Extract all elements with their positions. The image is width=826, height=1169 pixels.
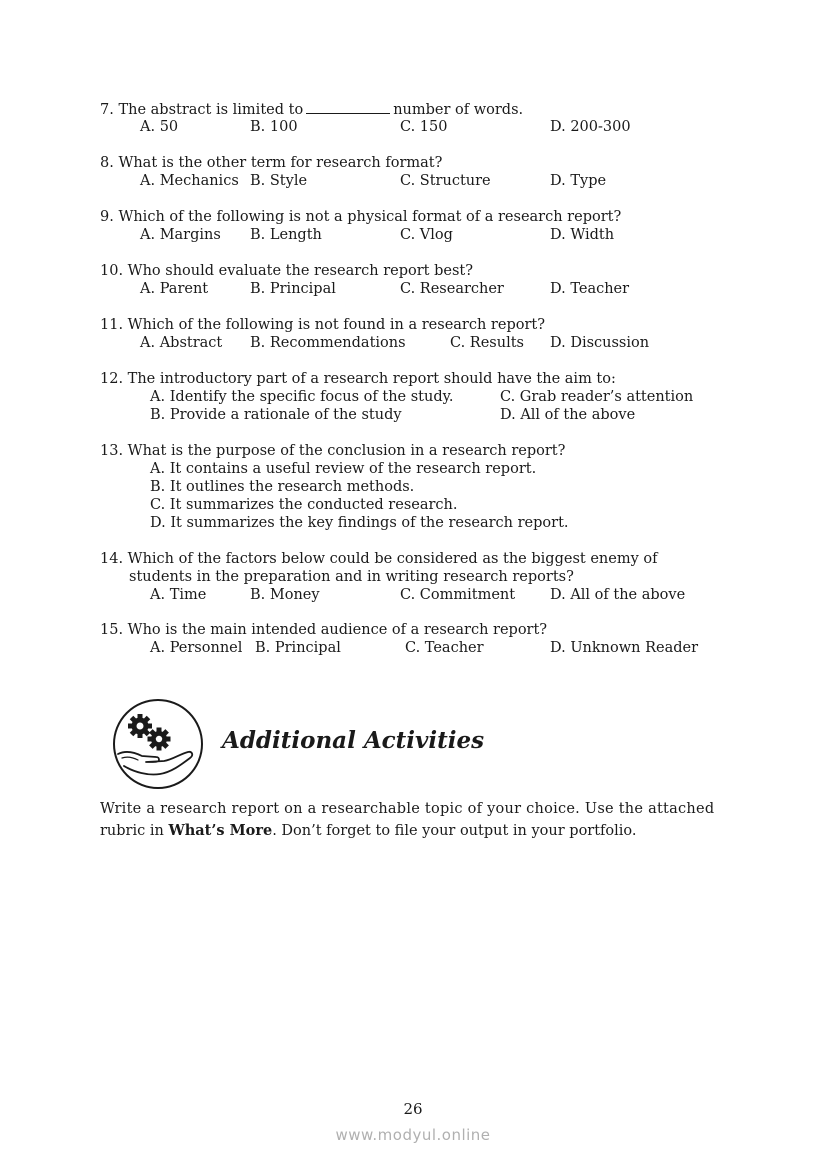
question-9-option-a: A. Margins bbox=[140, 227, 221, 243]
question-13-option-d: D. It summarizes the key findings of the research report. bbox=[150, 515, 569, 531]
gears-on-hand-icon bbox=[112, 698, 204, 790]
question-14-option-a: A. Time bbox=[150, 587, 207, 603]
question-8-option-b: B. Style bbox=[250, 173, 308, 189]
question-10-option-d: D. Teacher bbox=[550, 281, 630, 297]
question-9-option-b: B. Length bbox=[250, 227, 322, 243]
question-15-stem: 15. Who is the main intended audience of a research report? bbox=[100, 622, 548, 638]
question-11-option-b: B. Recommendations bbox=[250, 335, 406, 351]
question-7-stem bbox=[100, 100, 523, 119]
instructions-line-2 bbox=[100, 820, 726, 842]
watermark: www.modyul.online bbox=[335, 1126, 491, 1144]
question-11-option-d: D. Discussion bbox=[550, 335, 650, 351]
question-14-stem-continued: students in the preparation and in writing research reports? bbox=[129, 569, 574, 585]
question-12-option-c: C. Grab reader’s attention bbox=[500, 389, 694, 405]
question-12-option-a: A. Identify the specific focus of the study. bbox=[150, 389, 454, 405]
question-9-stem: 9. Which of the following is not a physical format of a research report? bbox=[100, 209, 622, 225]
instructions-line-2-start: rubric in bbox=[100, 823, 169, 839]
activity-instructions bbox=[100, 799, 726, 842]
question-13-option-b: B. It outlines the research methods. bbox=[150, 479, 415, 495]
question-12-stem: 12. The introductory part of a research report should have the aim to: bbox=[100, 371, 616, 387]
question-8-option-d: D. Type bbox=[550, 173, 607, 189]
question-13-option-c: C. It summarizes the conducted research. bbox=[150, 497, 458, 513]
question-15-option-a: A. Personnel bbox=[150, 640, 243, 656]
question-9-option-d: D. Width bbox=[550, 227, 615, 243]
question-8-option-c: C. Structure bbox=[400, 173, 491, 189]
question-9-option-c: C. Vlog bbox=[400, 227, 453, 243]
question-10-stem: 10. Who should evaluate the research report best? bbox=[100, 263, 474, 279]
answer-blank bbox=[306, 100, 390, 114]
question-12-option-d: D. All of the above bbox=[500, 407, 636, 423]
question-8-option-a: A. Mechanics bbox=[140, 173, 239, 189]
question-10-option-b: B. Principal bbox=[250, 281, 336, 297]
question-7-stem-start: 7. The abstract is limited to bbox=[100, 102, 304, 118]
question-7-option-d: D. 200-300 bbox=[550, 119, 631, 135]
question-12-option-b: B. Provide a rationale of the study bbox=[150, 407, 402, 423]
instructions-line-1: Write a research report on a researchable topic of your choice. Use the attached bbox=[100, 801, 715, 817]
question-11-option-a: A. Abstract bbox=[140, 335, 223, 351]
question-7-stem-end: number of words. bbox=[393, 102, 524, 118]
question-7-option-a: A. 50 bbox=[140, 119, 179, 135]
question-15-option-d: D. Unknown Reader bbox=[550, 640, 699, 656]
question-10-option-c: C. Researcher bbox=[400, 281, 504, 297]
question-11-option-c: C. Results bbox=[450, 335, 524, 351]
page-number: 26 bbox=[403, 1100, 423, 1118]
question-14-stem: 14. Which of the factors below could be considered as the biggest enemy of bbox=[100, 551, 658, 567]
question-15-option-c: C. Teacher bbox=[405, 640, 484, 656]
section-title: Additional Activities bbox=[222, 727, 485, 754]
question-13-option-a: A. It contains a useful review of the research report. bbox=[150, 461, 537, 477]
whats-more-reference: What’s More bbox=[168, 822, 273, 839]
question-14-option-c: C. Commitment bbox=[400, 587, 516, 603]
instructions-line-2-end: . Don’t forget to file your output in your portfolio. bbox=[272, 823, 637, 839]
question-13-stem: 13. What is the purpose of the conclusion in a research report? bbox=[100, 443, 566, 459]
question-7-option-b: B. 100 bbox=[250, 119, 298, 135]
question-14-option-b: B. Money bbox=[250, 587, 320, 603]
question-15-option-b: B. Principal bbox=[255, 640, 341, 656]
question-8-stem: 8. What is the other term for research format? bbox=[100, 155, 443, 171]
question-10-option-a: A. Parent bbox=[140, 281, 209, 297]
question-14-option-d: D. All of the above bbox=[550, 587, 686, 603]
question-11-stem: 11. Which of the following is not found in a research report? bbox=[100, 317, 545, 333]
question-7-option-c: C. 150 bbox=[400, 119, 448, 135]
